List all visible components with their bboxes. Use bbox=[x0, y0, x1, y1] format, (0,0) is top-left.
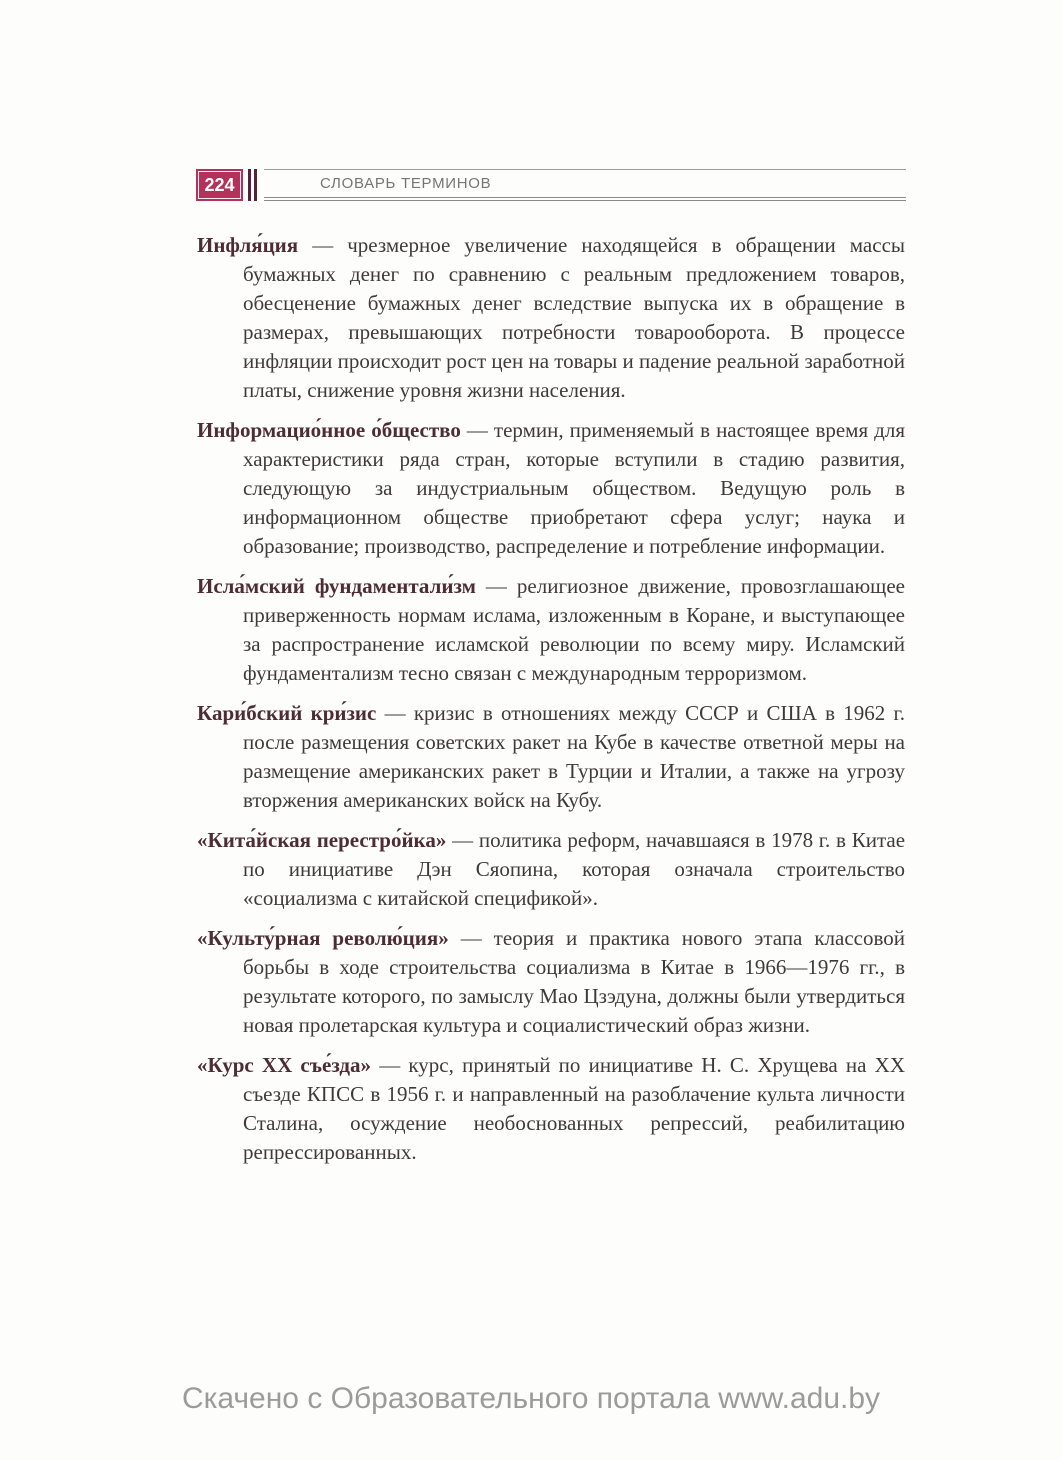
glossary-entry bbox=[197, 826, 905, 913]
term: Кари́бский кри́зис bbox=[197, 701, 377, 725]
header-rule-box bbox=[264, 169, 906, 201]
header-divider-bars bbox=[245, 169, 257, 201]
watermark-text: Скачено с Образовательного портала www.adu.by bbox=[181, 1382, 881, 1415]
term: «Кита́йская перестро́йка» bbox=[197, 828, 447, 852]
page-number: 224 bbox=[198, 171, 241, 199]
definition: — курс, принятый по инициативе Н. С. Хрущева на XX съезде КПСС в 1956 г. и направленный на разоблачение культа личности Сталина, осуждение необоснованных репрессий, реабилитацию репрессированных. bbox=[243, 1053, 905, 1164]
term: Инфля́ция bbox=[197, 233, 299, 257]
glossary-entry bbox=[197, 231, 905, 405]
term: Информацио́нное о́бщество bbox=[197, 418, 461, 442]
glossary-entry bbox=[197, 416, 905, 561]
definition: — теория и практика нового этапа классовой борьбы в ходе строительства социализма в Китае в 1966—1976 гг., в результате которого, по замыслу Мао Цзэдуна, должны были утвердиться новая пролетарская культура и социалистический образ жизни. bbox=[243, 926, 905, 1037]
glossary-entry bbox=[197, 572, 905, 688]
glossary-list bbox=[197, 231, 905, 1178]
glossary-entry bbox=[197, 924, 905, 1040]
definition: — кризис в отношениях между СССР и США в 1962 г. после размещения советских ракет на Кубе в качестве ответной меры на размещение американских ракет в Турции и Италии, а также на угрозу вторжения американских войск на Кубу. bbox=[243, 701, 906, 812]
page-number-badge bbox=[196, 169, 243, 201]
term: «Курс XX съе́зда» bbox=[197, 1053, 371, 1077]
term: «Культу́рная револю́ция» bbox=[197, 926, 449, 950]
definition: — политика реформ, начавшаяся в 1978 г. в Китае по инициативе Дэн Сяопина, которая означала строительство «социализма с китайской спецификой». bbox=[243, 828, 906, 910]
page-footer bbox=[0, 1382, 1062, 1416]
page-header bbox=[196, 169, 906, 201]
definition: — религиозное движение, провозглашающее приверженность нормам ислама, изложенным в Коране, и выступающее за распространение исламской революции по всему миру. Исламский фундаментализм тесно связан с международным терроризмом. bbox=[243, 574, 905, 685]
definition: — чрезмерное увеличение находящейся в обращении массы бумажных денег по сравнению с реальным предложением товаров, обесценение бумажных денег вследствие выпуска их в обращение в размерах, превышающих потребности товарооборота. В процессе инфляции происходит рост цен на товары и падение реальной заработной платы, снижение уровня жизни населения. bbox=[243, 233, 905, 402]
glossary-entry bbox=[197, 699, 905, 815]
header-title: СЛОВАРЬ ТЕРМИНОВ bbox=[320, 175, 492, 192]
definition: — термин, применяемый в настоящее время для характеристики ряда стран, которые вступили в стадию развития, следующую за индустриальным обществом. Ведущую роль в информационном обществе приобретают сфера услуг; наука и образование; производство, распределение и потребление информации. bbox=[243, 418, 905, 558]
glossary-entry bbox=[197, 1051, 905, 1167]
term: Исла́мский фундаментали́зм bbox=[197, 574, 476, 598]
